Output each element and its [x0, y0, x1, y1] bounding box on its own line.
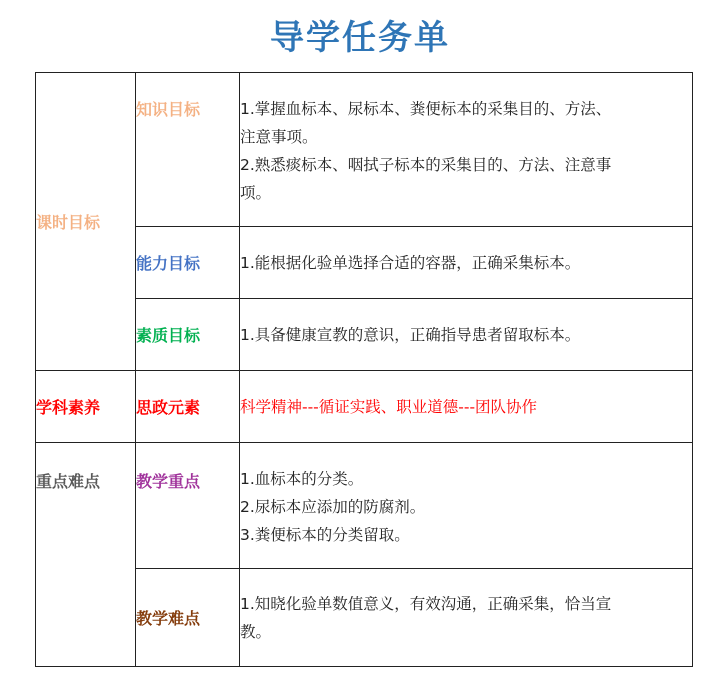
knowledge-line: 项。	[240, 184, 272, 202]
label-ideology: 思政元素	[136, 371, 240, 443]
content-ability-goal	[240, 227, 693, 299]
difficulty-line: 教。	[240, 622, 272, 641]
difficulty-line: 1.知晓化验单数值意义，有效沟通，正确采集，恰当宣	[240, 594, 612, 613]
knowledge-line: 2.熟悉痰标本、咽拭子标本的采集目的、方法、注意事	[240, 156, 612, 174]
quality-line: 1.具备健康宣教的意识，正确指导患者留取标本。	[240, 325, 581, 344]
category-literacy: 学科素养	[36, 371, 136, 443]
row-ideology	[36, 371, 693, 443]
row-teaching-focus	[36, 443, 693, 569]
ideology-line: 科学精神---循证实践、职业道德---团队协作	[240, 397, 538, 416]
knowledge-line: 1.掌握血标本、尿标本、粪便标本的采集目的、方法、	[240, 100, 612, 118]
category-key-difficult: 重点难点	[36, 443, 136, 667]
focus-line: 3.粪便标本的分类留取。	[240, 526, 410, 544]
page-title: 导学任务单	[270, 18, 450, 58]
category-lesson-goals: 课时目标	[36, 73, 136, 371]
task-sheet-table	[35, 72, 693, 667]
label-ability-goal: 能力目标	[136, 227, 240, 299]
content-teaching-focus	[240, 443, 693, 569]
focus-line: 2.尿标本应添加的防腐剂。	[240, 498, 426, 516]
ability-line: 1.能根据化验单选择合适的容器，正确采集标本。	[240, 253, 581, 272]
content-teaching-difficulty	[240, 569, 693, 667]
content-quality-goal	[240, 299, 693, 371]
label-knowledge-goal: 知识目标	[136, 73, 240, 227]
knowledge-line: 注意事项。	[240, 128, 318, 146]
content-ideology	[240, 371, 693, 443]
row-knowledge-goal	[36, 73, 693, 227]
label-teaching-focus: 教学重点	[136, 443, 240, 569]
label-quality-goal: 素质目标	[136, 299, 240, 371]
label-teaching-difficulty: 教学难点	[136, 569, 240, 667]
focus-line: 1.血标本的分类。	[240, 470, 364, 488]
content-knowledge-goal	[240, 73, 693, 227]
